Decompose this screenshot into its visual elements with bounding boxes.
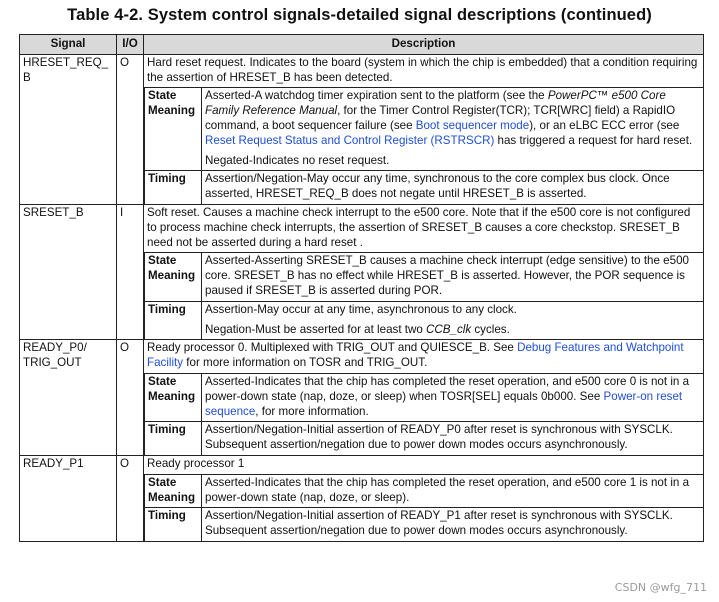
state-meaning-label: State Meaning — [145, 373, 202, 421]
signal-io: O — [117, 54, 144, 204]
text-run: Asserted-Indicates that the chip has completed the reset operation, and e500 core 0 is not in a power-down state (nap, doze, or sleep) when TOSR[SEL] equals 0b000. See — [205, 374, 690, 403]
text-run: , for the Timer Control Register(TCR); TCR[WRC] field) a RapidIO command, a boot sequencer failure (see — [205, 104, 676, 132]
state-meaning-label: State Meaning — [145, 474, 202, 508]
signal-description — [144, 204, 704, 339]
state-meaning-text: Asserted-Asserting SRESET_B causes a machine check interrupt (edge sensitive) to the e500 core. SRESET_B has no effect while HRESET_B is asserted. However, the POR sequence is paused if SRESET_B is asserted during POR. — [202, 253, 704, 301]
state-meaning-label: State Meaning — [145, 253, 202, 301]
signal-description — [144, 455, 704, 541]
text-run: Ready processor 0. Multiplexed with TRIG_OUT and QUIESCE_B. See — [147, 341, 518, 355]
text-run: Asserted-A watchdog timer expiration sent to the platform (see the — [205, 89, 548, 103]
timing-text: Assertion/Negation-Initial assertion of READY_P1 after reset is synchronous with SYSCLK. Subsequent assertion/negation due to power down modes occurs asynchronously. — [202, 508, 704, 541]
text-run: for more information on TOSR and TRIG_OUT. — [183, 356, 428, 370]
watermark: CSDN @wfg_711 — [614, 581, 707, 594]
table-title: Table 4-2. System control signals-detailed signal descriptions (continued) — [67, 6, 652, 24]
signal-name: HRESET_REQ_ B — [20, 54, 117, 204]
description-summary: Hard reset request. Indicates to the board (system in which the chip is embedded) that a condition requiring the assertion of HRESET_B has been detected. — [147, 55, 698, 84]
manual-title: PowerPC™ e500 Core Family Reference Manual — [205, 89, 666, 118]
signal-io: I — [117, 204, 144, 339]
state-meaning-label: State Meaning — [145, 88, 202, 171]
signal-io: O — [117, 455, 144, 541]
text-run: ), or an eLBC ECC error (see — [529, 118, 680, 132]
table-row — [20, 204, 704, 339]
clock-name: CCB_clk — [426, 322, 472, 336]
state-meaning-text — [202, 373, 704, 421]
signal-io: O — [117, 340, 144, 456]
header-description: Description — [144, 35, 704, 55]
signal-name: READY_P0/ TRIG_OUT — [20, 340, 117, 456]
text-run: cycles. — [471, 322, 510, 336]
text-run: has triggered a request for hard reset. — [494, 133, 693, 147]
timing-text: Assertion/Negation-May occur any time, synchronous to the core complex bus clock. Once asserted, HRESET_REQ_B does not negate until HRESET_B is asserted. — [202, 171, 704, 204]
description-details — [144, 373, 703, 455]
assertion-text: Assertion-May occur at any time, asynchronous to any clock. — [205, 302, 517, 316]
description-details — [144, 87, 703, 204]
text-run: , for more information. — [255, 404, 369, 418]
negated-text: Negated-Indicates no reset request. — [205, 153, 390, 167]
signal-table — [19, 34, 704, 542]
signal-name: SRESET_B — [20, 204, 117, 339]
state-meaning-text — [202, 88, 704, 171]
table-row — [20, 54, 704, 204]
link-boot-sequencer-mode[interactable]: Boot sequencer mode — [415, 118, 530, 132]
link-power-on-reset-sequence[interactable]: Power-on reset sequence — [205, 389, 683, 418]
table-row — [20, 455, 704, 541]
header-io: I/O — [117, 35, 144, 55]
timing-label: Timing — [145, 422, 202, 455]
timing-label: Timing — [145, 171, 202, 204]
timing-text: Assertion/Negation-Initial assertion of READY_P0 after reset is synchronous with SYSCLK. Subsequent assertion/negation due to power down modes occurs asynchronously. — [202, 422, 704, 455]
text-run: Negation-Must be asserted for at least two — [205, 322, 427, 336]
header-signal: Signal — [20, 35, 117, 55]
table-header-row — [20, 35, 704, 55]
signal-description — [144, 340, 704, 456]
description-details — [144, 474, 703, 541]
negation-text — [205, 323, 700, 338]
table-row — [20, 340, 704, 456]
description-summary — [144, 340, 703, 373]
timing-label: Timing — [145, 508, 202, 541]
link-debug-features[interactable]: Debug Features and Watchpoint Facility — [147, 341, 684, 370]
description-summary: Soft reset. Causes a machine check interrupt to the e500 core. Note that if the e500 core is not configured to process machine check interrupts, the assertion of SRESET_B causes a core checkstop. SRESET_B need not be asserted during a hard reset . — [147, 205, 691, 249]
description-summary: Ready processor 1 — [147, 456, 245, 470]
signal-description — [144, 54, 704, 204]
description-details — [144, 252, 703, 339]
state-meaning-text: Asserted-Indicates that the chip has completed the reset operation, and e500 core 1 is not in a power-down state (nap, doze, or sleep). — [202, 474, 704, 508]
link-rstrscr[interactable]: Reset Request Status and Control Register (RSTRSCR) — [205, 133, 495, 147]
timing-label: Timing — [145, 301, 202, 339]
timing-text — [202, 301, 704, 339]
signal-name: READY_P1 — [20, 455, 117, 541]
